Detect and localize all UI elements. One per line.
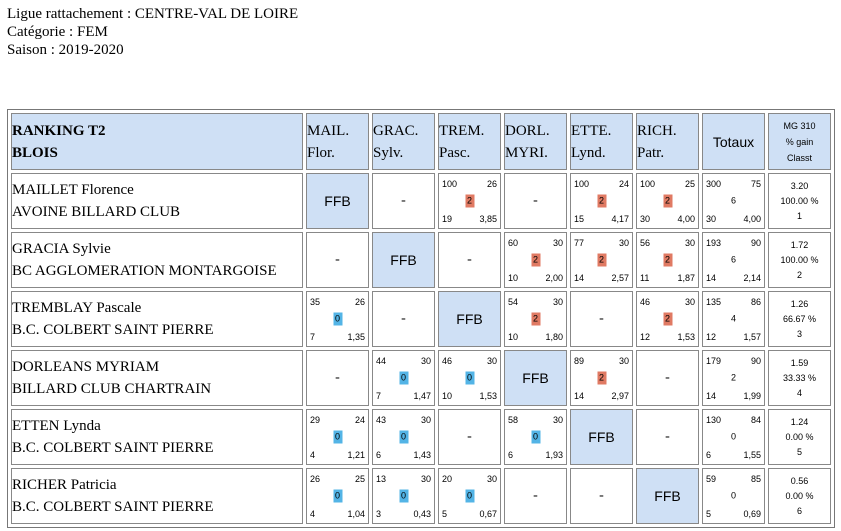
match-cell <box>636 291 699 347</box>
table-row <box>11 232 831 288</box>
average-value: 1,80 <box>545 332 563 342</box>
player-club: B.C. COLBERT SAINT PIERRE <box>12 322 214 338</box>
reprises-value: 30 <box>618 356 629 366</box>
match-cell <box>504 409 567 465</box>
player-cell <box>11 291 303 347</box>
match-cell <box>306 468 369 524</box>
reprises-value: 30 <box>552 238 563 248</box>
empty-cell: - <box>306 350 369 406</box>
column-header-line2: Sylv. <box>373 144 404 161</box>
result-badge: 2 <box>664 254 670 265</box>
average-value: 1,35 <box>347 332 365 342</box>
table-row <box>11 350 831 406</box>
mg-value: 3.20 <box>790 180 809 191</box>
reprises-value: 30 <box>420 474 431 484</box>
best-series-value: 5 <box>442 509 448 519</box>
header-info <box>7 5 298 59</box>
player-cell <box>11 468 303 524</box>
empty-cell: - <box>504 173 567 229</box>
column-header-line1: DORL. <box>505 122 550 139</box>
best-series-value: 7 <box>376 391 382 401</box>
average-value: 4,17 <box>611 214 629 224</box>
match-cell <box>306 291 369 347</box>
average-value: 1,21 <box>347 450 365 460</box>
points-value: 43 <box>376 415 387 425</box>
gain-percent: 33.33 % <box>782 372 817 383</box>
empty-cell: - <box>504 468 567 524</box>
reprises-value: 30 <box>552 415 563 425</box>
result-badge: 6 <box>730 254 736 265</box>
points-value: 100 <box>640 179 656 189</box>
result-badge: 0 <box>400 490 406 501</box>
points-value: 26 <box>310 474 321 484</box>
points-value: 13 <box>376 474 387 484</box>
rank-value: 6 <box>796 505 802 516</box>
average-value: 1,55 <box>743 450 761 460</box>
result-badge: 2 <box>598 195 604 206</box>
match-cell <box>372 350 435 406</box>
points-value: 29 <box>310 415 321 425</box>
average-value: 1,57 <box>743 332 761 342</box>
player-name: TREMBLAY Pascale <box>12 300 142 316</box>
average-value: 1,43 <box>413 450 431 460</box>
table-row <box>11 409 831 465</box>
average-value: 4,00 <box>677 214 695 224</box>
mg-cell <box>768 291 831 347</box>
best-series-value: 30 <box>640 214 651 224</box>
rank-value: 4 <box>796 387 802 398</box>
table-title-line1: RANKING T2 <box>12 122 106 139</box>
match-cell <box>570 350 633 406</box>
average-value: 1,87 <box>677 273 695 283</box>
column-header-line1: GRAC. <box>373 122 419 139</box>
reprises-value: 30 <box>420 415 431 425</box>
totals-header: Totaux <box>702 113 765 170</box>
ranking-table <box>7 109 835 528</box>
mg-value: 0.56 <box>790 475 809 486</box>
reprises-value: 30 <box>486 474 497 484</box>
reprises-value: 30 <box>684 238 695 248</box>
mg-header-line: MG 310 <box>783 120 816 131</box>
match-cell <box>372 409 435 465</box>
points-value: 58 <box>508 415 519 425</box>
gain-percent: 0.00 % <box>785 431 814 442</box>
points-value: 54 <box>508 297 519 307</box>
average-value: 0,67 <box>479 509 497 519</box>
empty-cell: - <box>570 468 633 524</box>
best-series-value: 14 <box>706 273 717 283</box>
average-value: 1,99 <box>743 391 761 401</box>
result-badge: 2 <box>664 313 670 324</box>
reprises-value: 26 <box>354 297 365 307</box>
best-series-value: 15 <box>574 214 585 224</box>
reprises-value: 30 <box>552 297 563 307</box>
empty-cell: - <box>438 232 501 288</box>
empty-cell: - <box>372 291 435 347</box>
column-header-line2: Lynd. <box>571 144 606 161</box>
column-header-line1: MAIL. <box>307 122 350 139</box>
points-value: 193 <box>706 238 722 248</box>
column-header <box>306 113 369 170</box>
result-badge: 2 <box>598 372 604 383</box>
result-badge: 0 <box>334 313 340 324</box>
column-header-line1: RICH. <box>637 122 677 139</box>
best-series-value: 11 <box>640 273 650 283</box>
player-cell <box>11 409 303 465</box>
result-badge: 0 <box>730 490 736 501</box>
reprises-value: 26 <box>486 179 497 189</box>
match-cell <box>702 173 765 229</box>
rank-value: 3 <box>796 328 802 339</box>
best-series-value: 10 <box>508 332 519 342</box>
saison-text: Saison : 2019-2020 <box>7 42 124 58</box>
match-cell <box>702 409 765 465</box>
best-series-value: 10 <box>442 391 453 401</box>
reprises-value: 84 <box>750 415 761 425</box>
match-cell <box>438 350 501 406</box>
player-name: MAILLET Florence <box>12 182 134 198</box>
categorie-text: Catégorie : FEM <box>7 24 108 40</box>
result-badge: 0 <box>400 372 406 383</box>
self-cell: FFB <box>438 291 501 347</box>
column-header-line2: Patr. <box>637 144 665 161</box>
mg-cell <box>768 232 831 288</box>
average-value: 1,53 <box>677 332 695 342</box>
result-badge: 2 <box>730 372 736 383</box>
column-header-line2: MYRI. <box>505 144 548 161</box>
self-cell: FFB <box>636 468 699 524</box>
match-cell <box>636 232 699 288</box>
best-series-value: 12 <box>706 332 717 342</box>
mg-cell <box>768 409 831 465</box>
mg-value: 1.26 <box>790 298 809 309</box>
reprises-value: 24 <box>618 179 629 189</box>
points-value: 100 <box>442 179 458 189</box>
match-cell <box>702 468 765 524</box>
column-header <box>438 113 501 170</box>
match-cell <box>306 409 369 465</box>
gain-percent: 100.00 % <box>780 195 819 206</box>
reprises-value: 30 <box>684 297 695 307</box>
player-cell <box>11 232 303 288</box>
table-title-line2: BLOIS <box>12 144 58 161</box>
column-header <box>636 113 699 170</box>
result-badge: 4 <box>730 313 736 324</box>
self-cell: FFB <box>570 409 633 465</box>
best-series-value: 14 <box>574 273 585 283</box>
table-title <box>11 113 303 170</box>
gain-percent: 66.67 % <box>782 313 817 324</box>
result-badge: 0 <box>466 490 472 501</box>
average-value: 1,93 <box>545 450 563 460</box>
points-value: 77 <box>574 238 585 248</box>
mg-header-line: Classt <box>786 152 812 163</box>
reprises-value: 85 <box>750 474 761 484</box>
best-series-value: 14 <box>574 391 585 401</box>
column-header-line2: Pasc. <box>439 144 471 161</box>
match-cell <box>372 468 435 524</box>
column-header <box>504 113 567 170</box>
reprises-value: 90 <box>750 238 761 248</box>
match-cell <box>636 173 699 229</box>
header-row <box>11 113 831 170</box>
points-value: 179 <box>706 356 722 366</box>
self-cell: FFB <box>372 232 435 288</box>
best-series-value: 5 <box>706 509 712 519</box>
match-cell <box>438 468 501 524</box>
best-series-value: 4 <box>310 509 316 519</box>
empty-cell: - <box>636 409 699 465</box>
result-badge: 0 <box>466 372 472 383</box>
column-header-line1: TREM. <box>439 122 485 139</box>
self-cell: FFB <box>504 350 567 406</box>
average-value: 1,53 <box>479 391 497 401</box>
mg-cell <box>768 350 831 406</box>
ligue-text: Ligue rattachement : CENTRE-VAL DE LOIRE <box>7 6 299 22</box>
points-value: 56 <box>640 238 651 248</box>
result-badge: 0 <box>334 490 340 501</box>
best-series-value: 3 <box>376 509 382 519</box>
result-badge: 2 <box>466 195 472 206</box>
best-series-value: 7 <box>310 332 316 342</box>
mg-header-line: % gain <box>785 136 814 147</box>
player-cell <box>11 350 303 406</box>
points-value: 135 <box>706 297 722 307</box>
empty-cell: - <box>570 291 633 347</box>
match-cell <box>702 291 765 347</box>
rank-value: 2 <box>796 269 802 280</box>
result-badge: 2 <box>598 254 604 265</box>
reprises-value: 75 <box>750 179 761 189</box>
reprises-value: 30 <box>618 238 629 248</box>
table-row <box>11 291 831 347</box>
match-cell <box>504 291 567 347</box>
reprises-value: 86 <box>750 297 761 307</box>
result-badge: 0 <box>334 431 340 442</box>
reprises-value: 30 <box>420 356 431 366</box>
result-badge: 2 <box>532 313 538 324</box>
player-club: B.C. COLBERT SAINT PIERRE <box>12 440 214 456</box>
match-cell <box>438 173 501 229</box>
best-series-value: 12 <box>640 332 651 342</box>
empty-cell: - <box>438 409 501 465</box>
player-cell <box>11 173 303 229</box>
best-series-value: 30 <box>706 214 717 224</box>
best-series-value: 10 <box>508 273 519 283</box>
points-value: 46 <box>640 297 651 307</box>
mg-value: 1.59 <box>790 357 809 368</box>
table-row <box>11 173 831 229</box>
average-value: 0,69 <box>743 509 761 519</box>
mg-cell <box>768 468 831 524</box>
points-value: 130 <box>706 415 722 425</box>
average-value: 2,00 <box>545 273 563 283</box>
column-header-line1: ETTE. <box>571 122 612 139</box>
mg-value: 1.24 <box>790 416 809 427</box>
match-cell <box>702 350 765 406</box>
gain-percent: 0.00 % <box>785 490 814 501</box>
rank-value: 5 <box>796 446 802 457</box>
table-row <box>11 468 831 524</box>
average-value: 1,04 <box>347 509 365 519</box>
column-header <box>570 113 633 170</box>
mg-header <box>768 113 831 170</box>
result-badge: 6 <box>730 195 736 206</box>
reprises-value: 90 <box>750 356 761 366</box>
points-value: 300 <box>706 179 722 189</box>
column-header <box>372 113 435 170</box>
reprises-value: 25 <box>354 474 365 484</box>
empty-cell: - <box>306 232 369 288</box>
player-club: AVOINE BILLARD CLUB <box>12 204 181 220</box>
reprises-value: 25 <box>684 179 695 189</box>
match-cell <box>570 173 633 229</box>
match-cell <box>504 232 567 288</box>
player-name: ETTEN Lynda <box>12 418 101 434</box>
points-value: 100 <box>574 179 590 189</box>
result-badge: 0 <box>400 431 406 442</box>
points-value: 46 <box>442 356 453 366</box>
result-badge: 0 <box>730 431 736 442</box>
points-value: 35 <box>310 297 321 307</box>
player-name: DORLEANS MYRIAM <box>12 359 160 375</box>
self-cell: FFB <box>306 173 369 229</box>
average-value: 2,14 <box>743 273 761 283</box>
best-series-value: 14 <box>706 391 717 401</box>
best-series-value: 19 <box>442 214 453 224</box>
player-name: RICHER Patricia <box>12 477 117 493</box>
points-value: 89 <box>574 356 585 366</box>
match-cell <box>702 232 765 288</box>
points-value: 59 <box>706 474 717 484</box>
rank-value: 1 <box>796 210 802 221</box>
average-value: 2,97 <box>611 391 629 401</box>
best-series-value: 6 <box>508 450 514 460</box>
player-club: B.C. COLBERT SAINT PIERRE <box>12 499 214 515</box>
player-club: BILLARD CLUB CHARTRAIN <box>12 381 212 397</box>
player-name: GRACIA Sylvie <box>12 241 111 257</box>
average-value: 0,43 <box>413 509 431 519</box>
points-value: 44 <box>376 356 387 366</box>
average-value: 2,57 <box>611 273 629 283</box>
empty-cell: - <box>636 350 699 406</box>
gain-percent: 100.00 % <box>780 254 819 265</box>
result-badge: 0 <box>532 431 538 442</box>
result-badge: 2 <box>664 195 670 206</box>
average-value: 4,00 <box>743 214 761 224</box>
points-value: 20 <box>442 474 453 484</box>
player-club: BC AGGLOMERATION MONTARGOISE <box>12 263 277 279</box>
match-cell <box>570 232 633 288</box>
column-header-line2: Flor. <box>307 144 335 161</box>
average-value: 3,85 <box>479 214 497 224</box>
mg-value: 1.72 <box>790 239 809 250</box>
result-badge: 2 <box>532 254 538 265</box>
average-value: 1,47 <box>413 391 431 401</box>
mg-cell <box>768 173 831 229</box>
best-series-value: 6 <box>706 450 712 460</box>
reprises-value: 30 <box>486 356 497 366</box>
best-series-value: 6 <box>376 450 382 460</box>
empty-cell: - <box>372 173 435 229</box>
reprises-value: 24 <box>354 415 365 425</box>
best-series-value: 4 <box>310 450 316 460</box>
points-value: 60 <box>508 238 519 248</box>
